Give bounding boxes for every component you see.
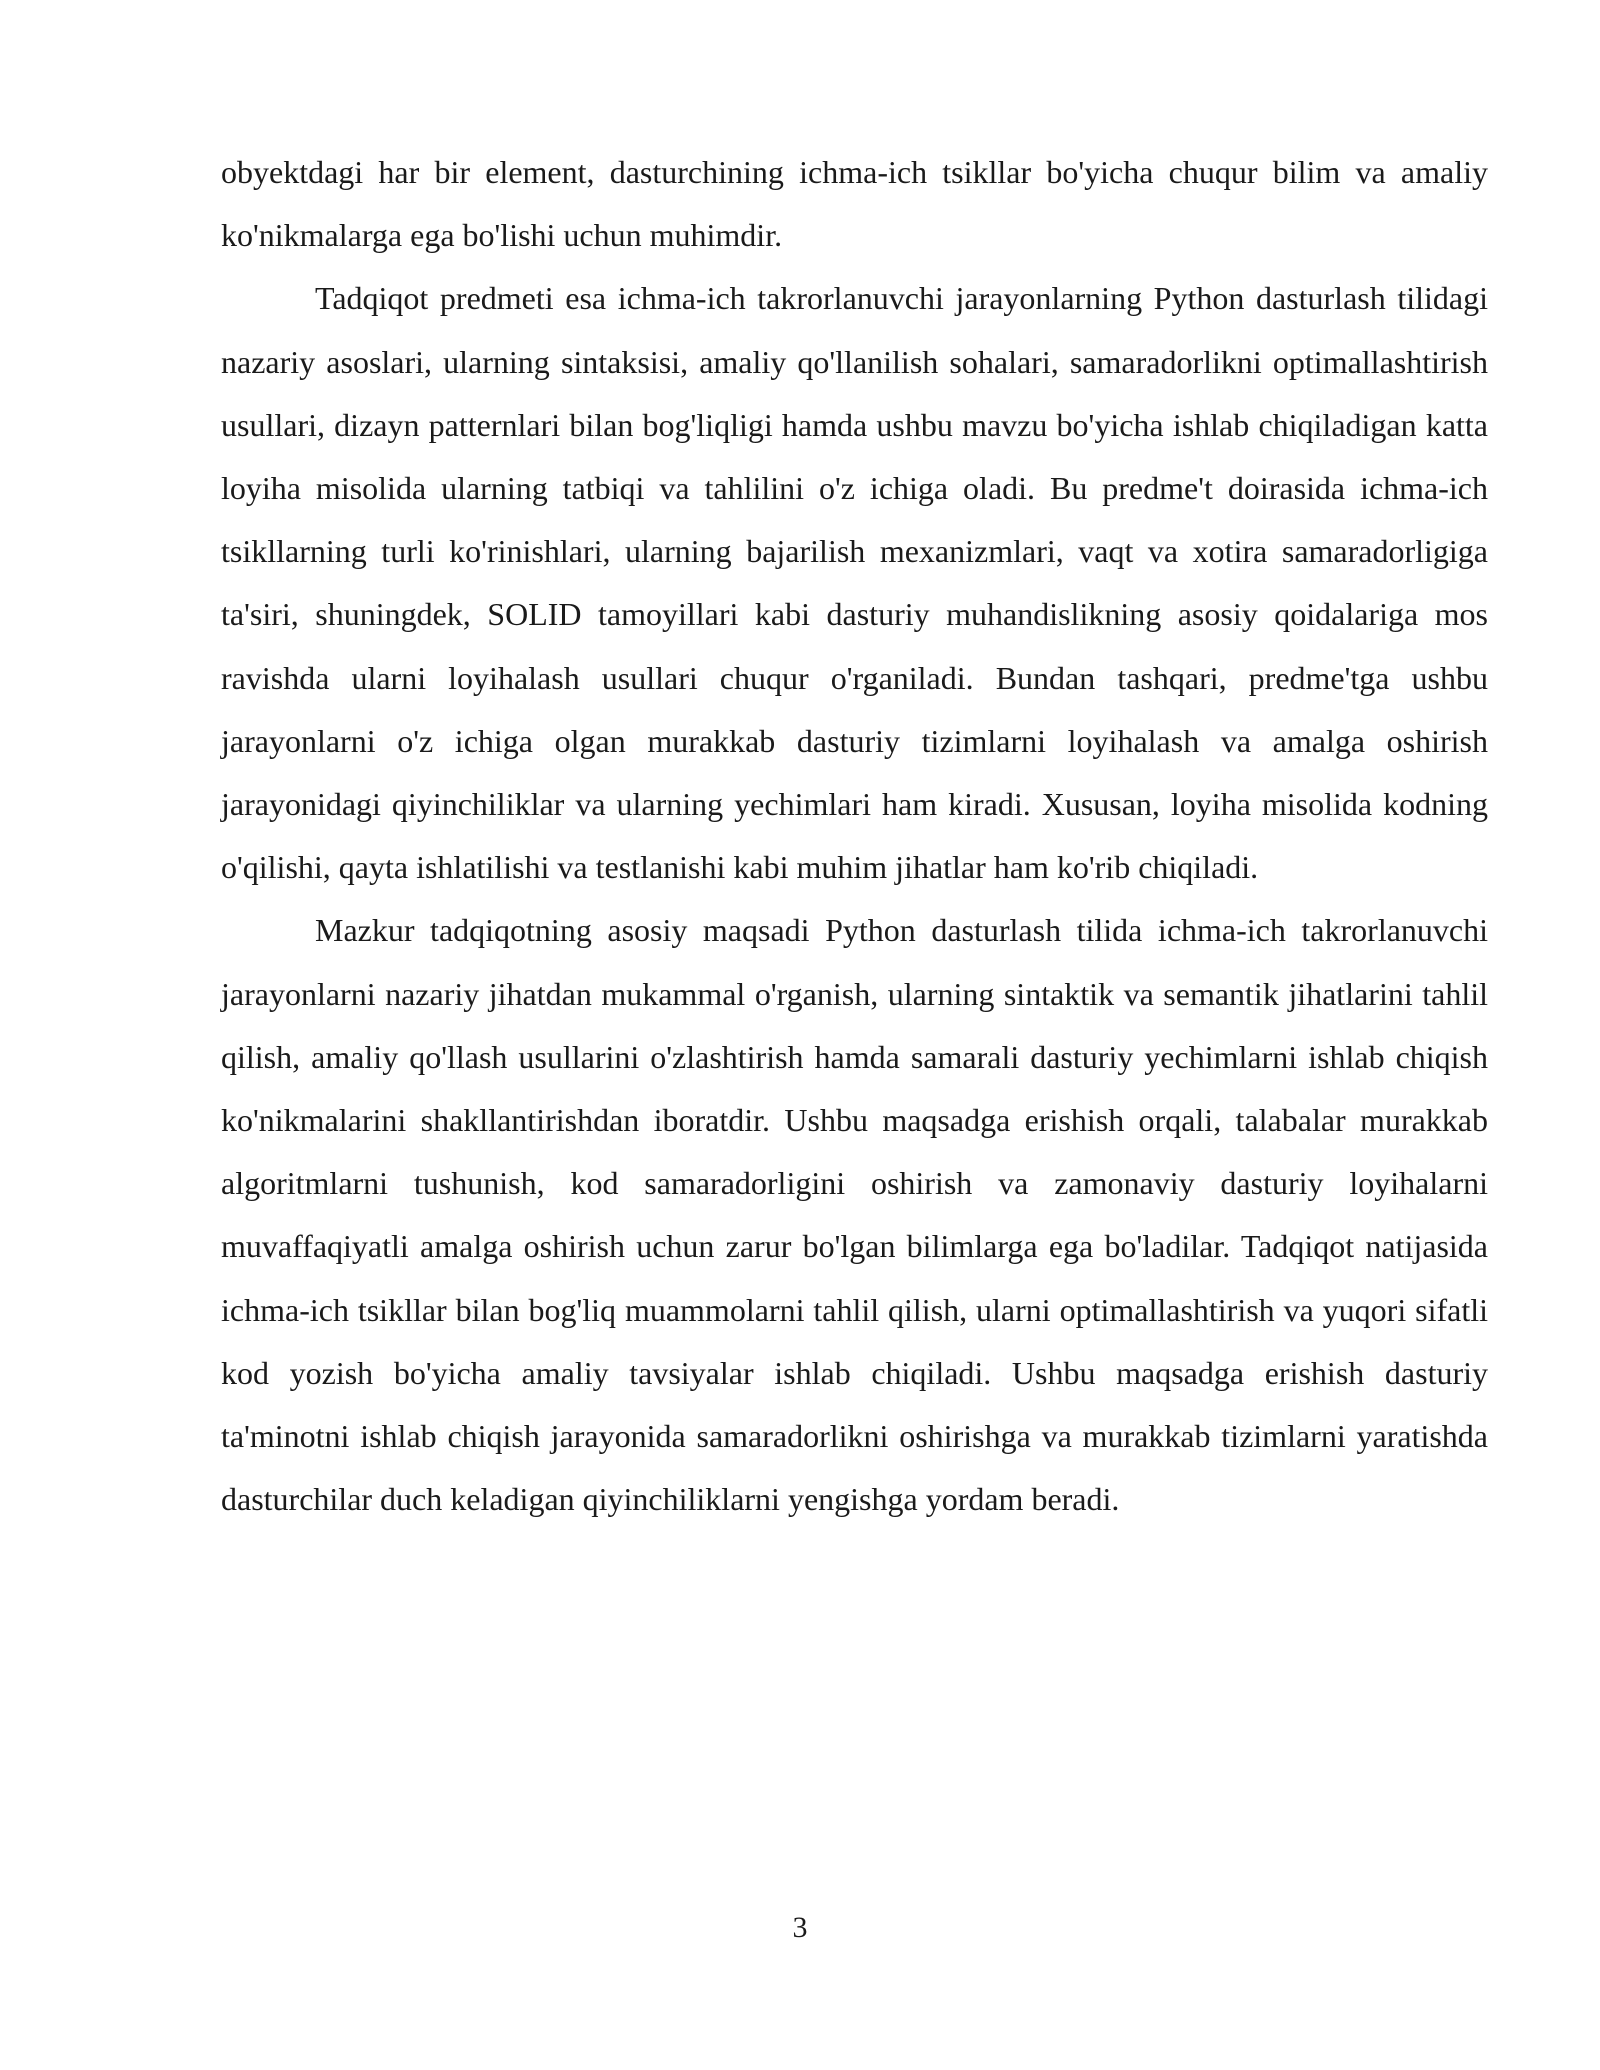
paragraph-continuation: obyektdagi har bir element, dasturchining ichma-ich tsikllar bo'yicha chuqur bilim va amaliy ko'nikmalarga ega bo'lishi uchun muhimdir. xyxy=(221,154,1488,254)
paragraph-research-goal: Mazkur tadqiqotning asosiy maqsadi Python dasturlash tilida ichma-ich takrorlanuvchi jarayonlarni nazariy jihatdan mukammal o'rganish, ularning sintaktik va semantik jihatlarini tahlil qilish, amaliy qo'llash usullarini o'zlashtirish hamda samarali dasturiy yechimlarni ishlab chiqish ko'nikmalarini shakllantirishdan iboratdir. Ushbu maqsadga erishish orqali, talabalar murakkab algoritmlarni tushunish, kod samaradorligini oshirish va zamonaviy dasturiy loyihalarni muvaffaqiyatli amalga oshirish uchun zarur bo'lgan bilimlarga ega bo'ladilar. Tadqiqot natijasida ichma-ich tsikllar bilan bog'liq muammolarni tahlil qilish, ularni optimallashtirish va yuqori sifatli kod yozish bo'yicha amaliy tavsiyalar ishlab chiqiladi. Ushbu maqsadga erishish dasturiy ta'minotni ishlab chiqish jarayonida samaradorlikni oshirishga va murakkab tizimlarni yaratishda dasturchilar duch keladigan qiyinchiliklarni yengishga yordam beradi. xyxy=(221,912,1488,1518)
page-number: 3 xyxy=(792,1911,808,1944)
paragraph-research-subject: Tadqiqot predmeti esa ichma-ich takrorlanuvchi jarayonlarning Python dasturlash tilidagi nazariy asoslari, ularning sintaksisi, amaliy qo'llanilish sohalari, samaradorlikni optimallashtirish usullari, dizayn patternlari bilan bog'liqligi hamda ushbu mavzu bo'yicha ishlab chiqiladigan katta loyiha misolida ularning tatbiqi va tahlilini o'z ichiga oladi. Bu predme't doirasida ichma-ich tsikllarning turli ko'rinishlari, ularning bajarilish mexanizmlari, vaqt va xotira samaradorligiga ta'siri, shuningdek, SOLID tamoyillari kabi dasturiy muhandislikning asosiy qoidalariga mos ravishda ularni loyihalash usullari chuqur o'rganiladi. Bundan tashqari, predme'tga ushbu jarayonlarni o'z ichiga olgan murakkab dasturiy tizimlarni loyihalash va amalga oshirish jarayonidagi qiyinchiliklar va ularning yechimlari ham kiradi. Xususan, loyiha misolida kodning o'qilishi, qayta ishlatilishi va testlanishi kabi muhim jihatlar ham ko'rib chiqiladi. xyxy=(221,280,1488,886)
document-body xyxy=(221,141,1488,1531)
